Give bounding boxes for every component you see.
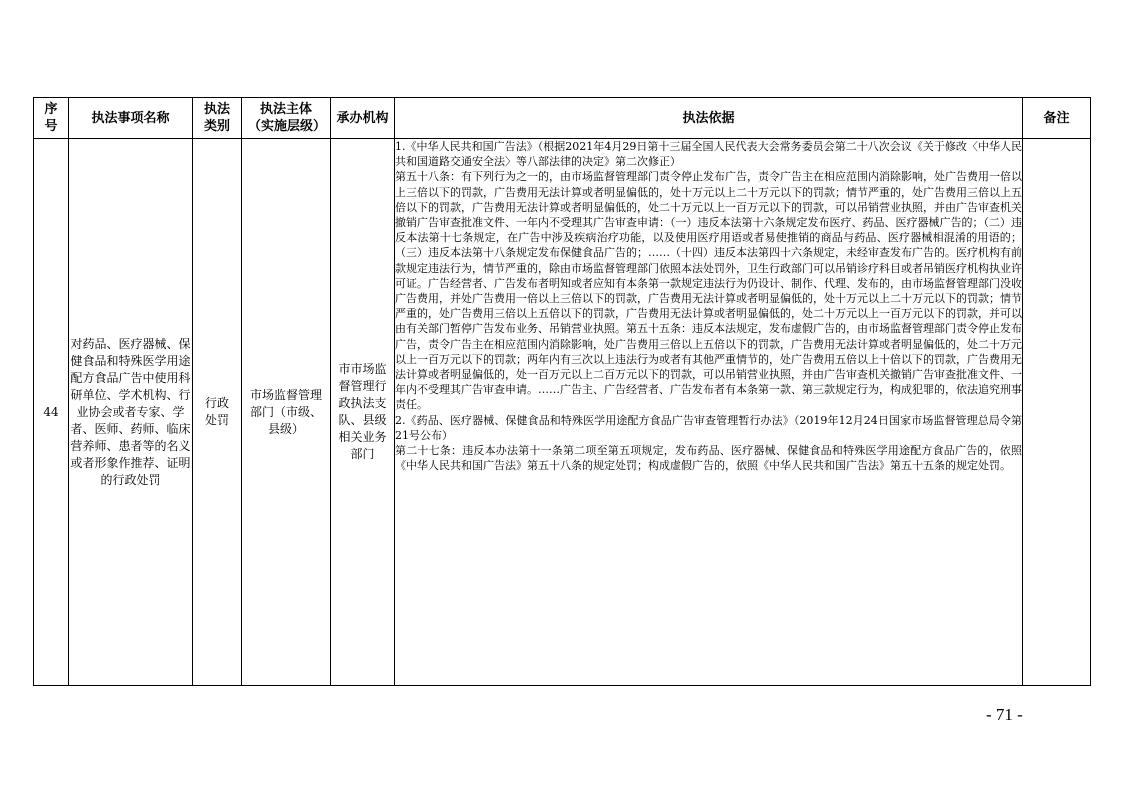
cell-subject: 市场监督管理部门（市级、县级） <box>242 139 331 686</box>
header-seq: 序号 <box>34 98 69 139</box>
header-row <box>34 98 1091 139</box>
header-agency: 承办机构 <box>331 98 395 139</box>
cell-agency: 市市场监督管理行政执法支队、县级相关业务部门 <box>331 139 395 686</box>
header-subject: 执法主体（实施层级） <box>242 98 331 139</box>
table-row <box>34 139 1091 686</box>
cell-seq: 44 <box>34 139 69 686</box>
header-name: 执法事项名称 <box>69 98 193 139</box>
basis-law-1-articles: 第五十八条：有下列行为之一的，由市场监督管理部门责令停止发布广告，责令广告主在相应范围内消除影响，处广告费用一倍以上三倍以下的罚款，广告费用无法计算或者明显偏低的，处十万元以上二十万元以下的罚款；情节严重的，处广告费用三倍以上五倍以下的罚款，广告费用无法计算或者明显偏低的，处二十万元以上一百万元以下的罚款，可以吊销营业执照，并由广告审查机关撤销广告审查批准文件、一年内不受理其广告审查申请：（一）违反本法第十六条规定发布医疗、药品、医疗器械广告的；（二）违反本法第十七条规定，在广告中涉及疾病治疗功能，以及使用医疗用语或者易使推销的商品与药品、医疗器械相混淆的用语的；（三）违反本法第十八条规定发布保健食品广告的；……（十四）违反本法第四十六条规定，未经审查发布广告的。医疗机构有前款规定违法行为，情节严重的，除由市场监督管理部门依照本法处罚外，卫生行政部门可以吊销诊疗科目或者吊销医疗机构执业许可证。广告经营者、广告发布者明知或者应知有本条第一款规定违法行为仍设计、制作、代理、发布的，由市场监督管理部门没收广告费用，并处广告费用一倍以上三倍以下的罚款，广告费用无法计算或者明显偏低的，处十万元以上二十万元以下的罚款；情节严重的，处广告费用三倍以上五倍以下的罚款，广告费用无法计算或者明显偏低的，处二十万元以上一百万元以下的罚款，并可以由有关部门暂停广告发布业务、吊销营业执照。第五十五条：违反本法规定，发布虚假广告的，由市场监督管理部门责令停止发布广告，责令广告主在相应范围内消除影响，处广告费用三倍以上五倍以下的罚款，广告费用无法计算或者明显偏低的，处二十万元以上一百万元以下的罚款；两年内有三次以上违法行为或者有其他严重情节的，处广告费用五倍以上十倍以下的罚款，广告费用无法计算或者明显偏低的，处一百万元以上二百万元以下的罚款，可以吊销营业执照，并由广告审查机关撤销广告审查批准文件、一年内不受理其广告审查申请。……广告主、广告经营者、广告发布者有本条第一款、第三款规定行为，构成犯罪的，依法追究刑事责任。 <box>395 170 1022 412</box>
basis-law-2-title: 2.《药品、医疗器械、保健食品和特殊医学用途配方食品广告审查管理暂行办法》（2019年12月24日国家市场监督管理总局令第21号公布） <box>395 413 1022 442</box>
basis-law-1-title: 1.《中华人民共和国广告法》（根据2021年4月29日第十三届全国人民代表大会常务委员会第二十八次会议《关于修改〈中华人民共和国道路交通安全法〉等八部法律的决定》第二次修正） <box>395 140 1022 169</box>
cell-name: 对药品、医疗器械、保健食品和特殊医学用途配方食品广告中使用科研单位、学术机构、行业协会或者专家、学者、医师、药师、临床营养师、患者等的名义或者形象作推荐、证明的行政处罚 <box>69 139 193 686</box>
header-remarks: 备注 <box>1023 98 1091 139</box>
header-basis: 执法依据 <box>395 98 1023 139</box>
cell-basis <box>395 139 1023 686</box>
enforcement-table <box>33 97 1091 686</box>
cell-category: 行政处罚 <box>193 139 242 686</box>
page-number: - 71 - <box>986 705 1023 724</box>
cell-remarks <box>1023 139 1091 686</box>
header-category: 执法类别 <box>193 98 242 139</box>
basis-law-2-articles: 第二十七条：违反本办法第十一条第二项至第五项规定，发布药品、医疗器械、保健食品和特殊医学用途配方食品广告的，依照《中华人民共和国广告法》第五十八条的规定处罚；构成虚假广告的，依照《中华人民共和国广告法》第五十五条的规定处罚。 <box>395 444 1022 473</box>
